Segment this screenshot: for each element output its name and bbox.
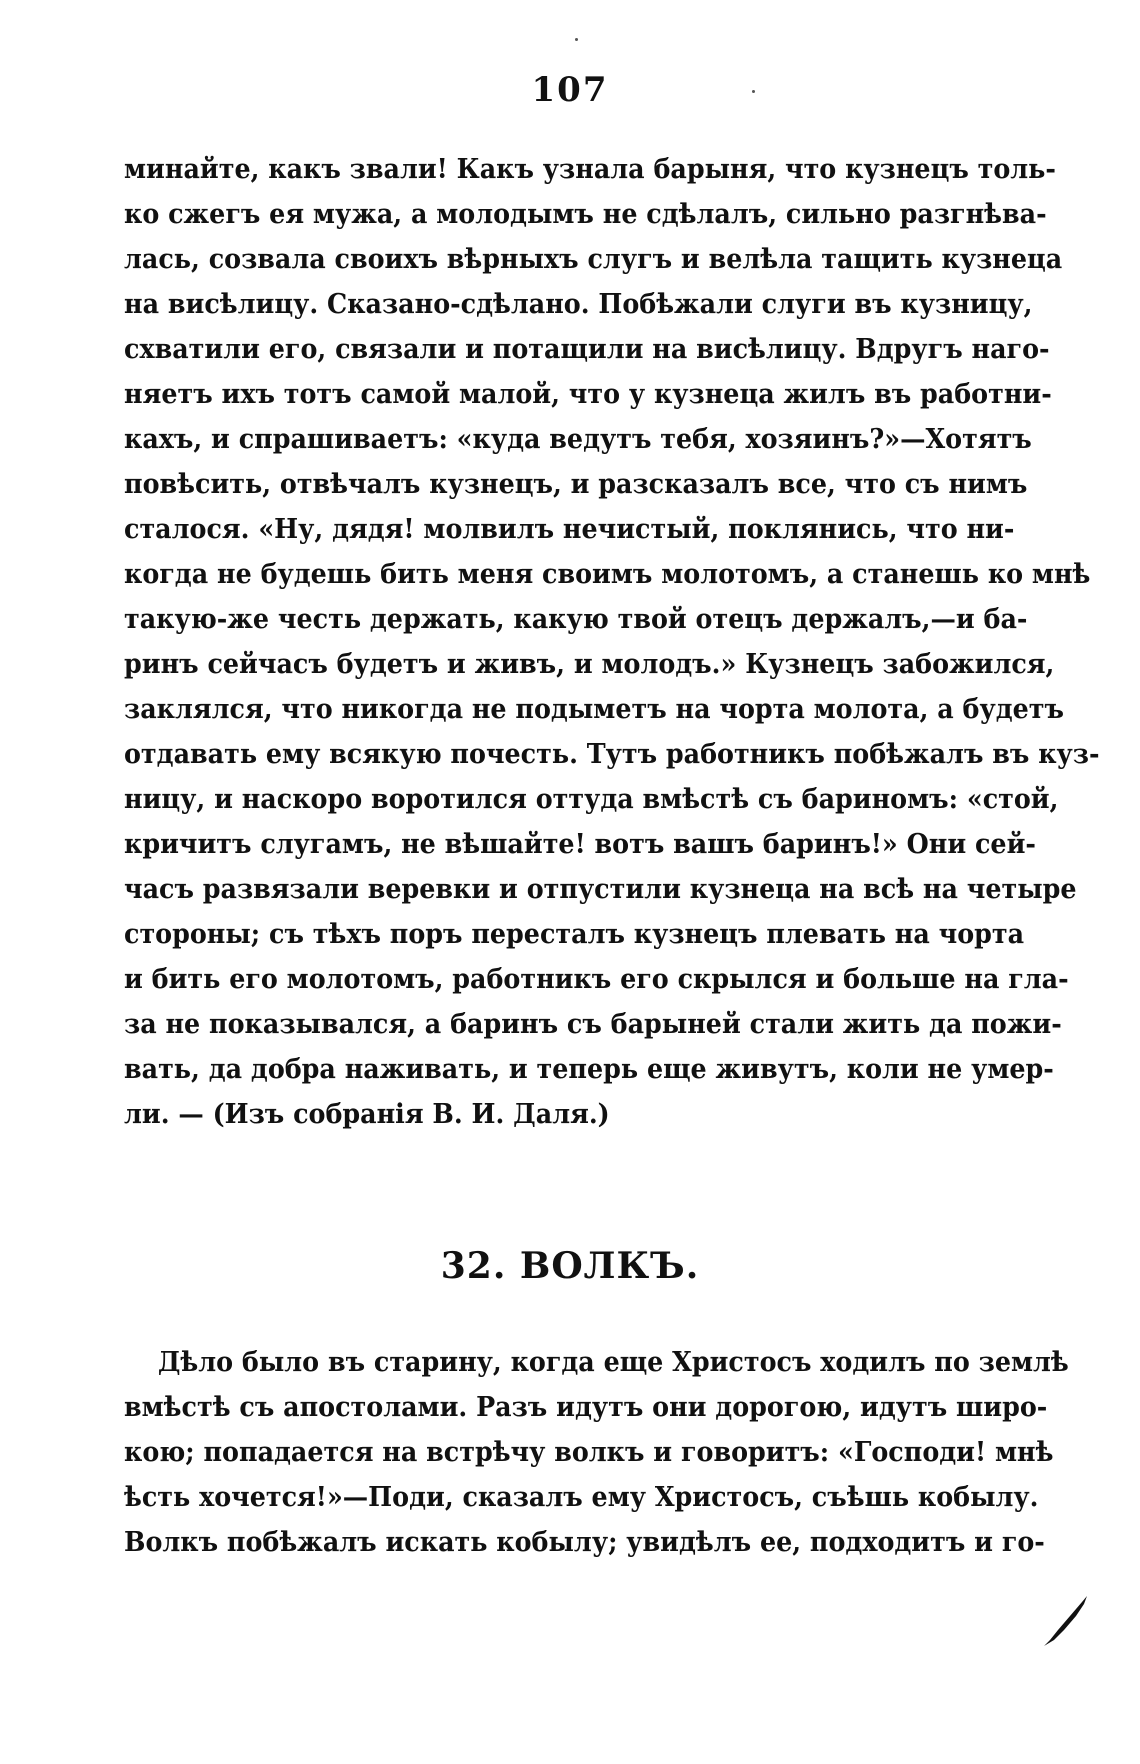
text-line: вмѣстѣ съ апостолами. Разъ идутъ они дорогою, идутъ широ-	[124, 1392, 1048, 1423]
story-wolf	[124, 1340, 1069, 1565]
text-line: такую-же честь держать, какую твой отецъ держалъ,—и ба-	[124, 604, 1028, 635]
page-number: 107	[531, 70, 609, 110]
text-line: стороны; съ тѣхъ поръ пересталъ кузнецъ плевать на чорта	[124, 919, 1025, 950]
text-line: на висѣлицу. Сказано-сдѣлано. Побѣжали слуги въ кузницу,	[124, 289, 1033, 320]
text-line: няетъ ихъ тотъ самой малой, что у кузнеца жилъ въ работни-	[124, 379, 1052, 410]
text-line: минайте, какъ звали! Какъ узнала барыня, что кузнецъ толь-	[124, 154, 1056, 185]
text-line: лась, созвала своихъ вѣрныхъ слугъ и велѣла тащить кузнеца	[124, 244, 1063, 275]
text-line: кою; попадается на встрѣчу волкъ и говоритъ: «Господи! мнѣ	[124, 1437, 1054, 1468]
text-line: за не показывался, а баринъ съ барыней стали жить да пожи-	[124, 1009, 1062, 1040]
text-line: когда не будешь бить меня своимъ молотомъ, а станешь ко мнѣ	[124, 559, 1091, 590]
scan-speck	[752, 90, 755, 93]
text-line: часъ развязали веревки и отпустили кузнеца на всѣ на четыре	[124, 874, 1077, 905]
scan-speck	[575, 38, 578, 41]
text-line-source: ли. — (Изъ собранія В. И. Даля.)	[124, 1099, 610, 1130]
text-line: ринъ сейчасъ будетъ и живъ, и молодъ.» Кузнецъ забожился,	[124, 649, 1055, 680]
text-line: заклялся, что никогда не подыметъ на чорта молота, а будетъ	[124, 694, 1064, 725]
text-line: ѣсть хочется!»—Поди, сказалъ ему Христосъ, съѣшь кобылу.	[124, 1482, 1039, 1513]
text-line: и бить его молотомъ, работникъ его скрылся и больше на гла-	[124, 964, 1069, 995]
text-line: отдавать ему всякую почесть. Тутъ работникъ побѣжалъ въ куз-	[124, 739, 1100, 770]
text-line: вать, да добра наживать, и теперь еще живутъ, коли не умер-	[124, 1054, 1054, 1085]
text-line: повѣсить, отвѣчалъ кузнецъ, и разсказалъ все, что съ нимъ	[124, 469, 1028, 500]
text-line: сталося. «Ну, дядя! молвилъ нечистый, поклянись, что ни-	[124, 514, 1015, 545]
section-title: 32. ВОЛКЪ.	[440, 1245, 700, 1287]
text-line: Волкъ побѣжалъ искать кобылу; увидѣлъ ее, подходитъ и го-	[124, 1527, 1045, 1558]
text-line: схватили его, связали и потащили на висѣлицу. Вдругъ наго-	[124, 334, 1050, 365]
text-line: ко сжегъ ея мужа, а молодымъ не сдѣлалъ, сильно разгнѣва-	[124, 199, 1047, 230]
text-line: кричитъ слугамъ, не вѣшайте! вотъ вашъ баринъ!» Они сей-	[124, 829, 1036, 860]
pen-stroke-icon	[1040, 1590, 1090, 1650]
text-line: Дѣло было въ старину, когда еще Христосъ ходилъ по землѣ	[157, 1347, 1069, 1378]
story-continuation	[124, 147, 1100, 1137]
text-line: кахъ, и спрашиваетъ: «куда ведутъ тебя, хозяинъ?»—Хотятъ	[124, 424, 1032, 455]
text-line: ницу, и наскоро воротился оттуда вмѣстѣ съ бариномъ: «стой,	[124, 784, 1059, 815]
